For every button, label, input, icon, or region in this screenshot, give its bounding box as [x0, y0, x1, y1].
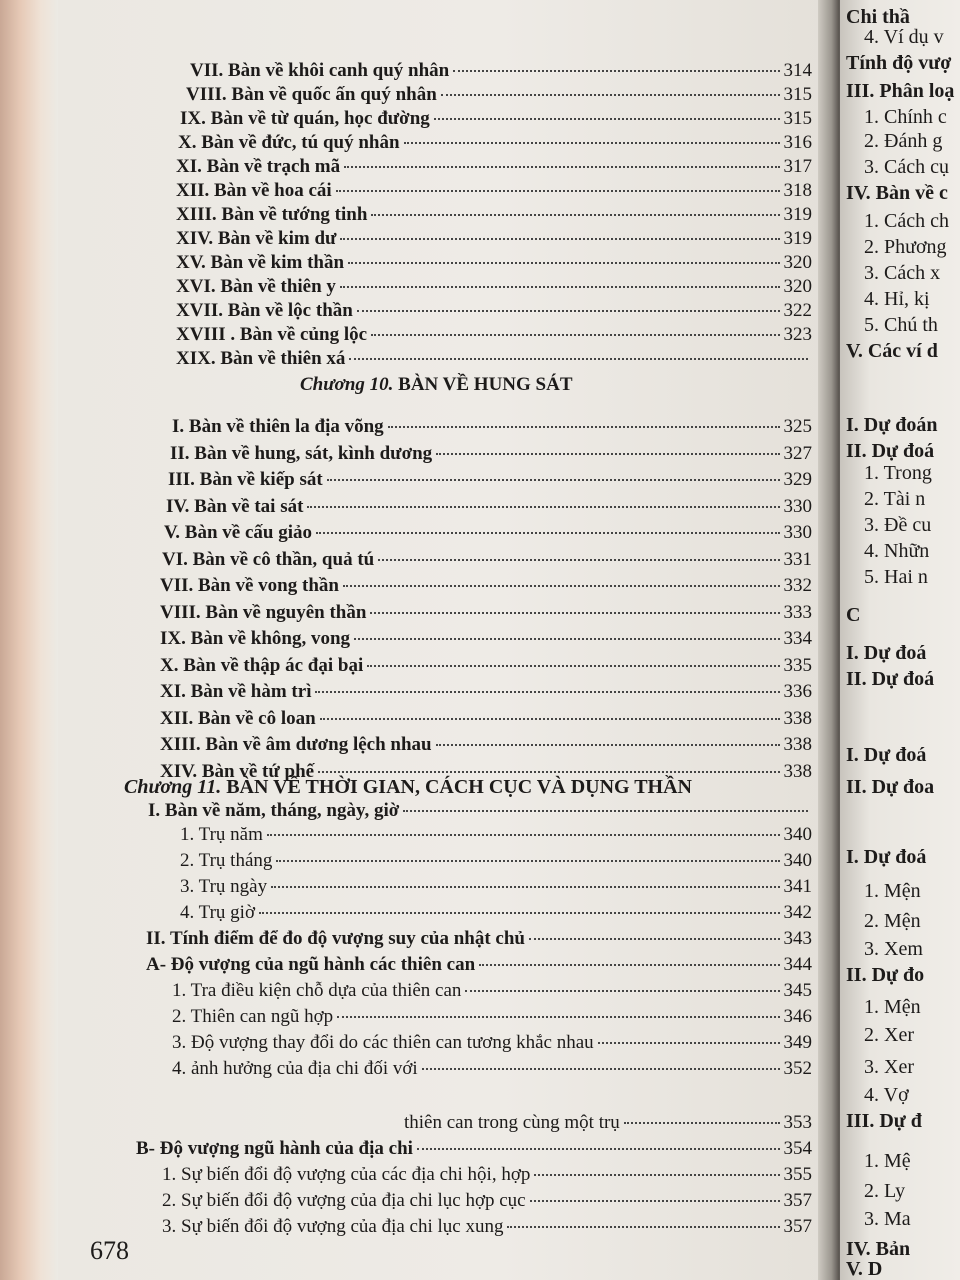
right-page-line: 1. Chính c — [864, 106, 947, 128]
toc-entry-label: 4. ảnh hưởng của địa chi đối với — [172, 1058, 418, 1079]
toc-entry-page: 332 — [783, 575, 812, 596]
toc-entry-label: III. Bàn về kiếp sát — [168, 469, 323, 490]
dot-leader — [534, 1174, 779, 1176]
right-page-line: I. Dự đoá — [846, 744, 927, 766]
dot-leader — [529, 938, 780, 940]
right-page-line: 2. Đánh g — [864, 130, 943, 152]
toc-entry-label: 3. Trụ ngày — [180, 876, 268, 897]
toc-entry-label: XIII. Bàn về âm dương lệch nhau — [160, 734, 432, 755]
toc-entry-ch9-11 — [176, 324, 812, 346]
toc-entry-ch11-s1 — [148, 800, 812, 822]
right-page-line: I. Dự đoá — [846, 642, 927, 664]
toc-entry-page: 315 — [783, 84, 812, 105]
right-page-line: III. Dự đ — [846, 1110, 922, 1132]
dot-leader — [404, 142, 780, 144]
right-page-line: 3. Cách x — [864, 262, 941, 284]
dot-leader — [371, 334, 779, 336]
dot-leader — [318, 771, 779, 773]
toc-entry-ch9-10 — [176, 300, 812, 322]
dot-leader — [349, 358, 808, 360]
dot-leader — [370, 612, 779, 614]
toc-entry-page: 333 — [783, 601, 812, 623]
toc-entry-label: 4. Trụ giờ — [180, 902, 255, 923]
right-page-line: 4. Vợ — [864, 1084, 909, 1106]
toc-entry-label: VIII. Bàn về nguyên thần — [160, 601, 367, 623]
toc-entry-ch10-4 — [164, 522, 812, 544]
right-page-line: V. Các ví d — [846, 340, 938, 362]
toc-entry-page: 320 — [783, 276, 812, 297]
toc-entry-page: 314 — [783, 60, 812, 81]
toc-entry-page: 323 — [783, 324, 812, 345]
toc-entry-ch9-0 — [190, 60, 812, 82]
right-page-line: 3. Ma — [864, 1208, 911, 1230]
toc-entry-label: I. Bàn về thiên la địa võng — [172, 416, 384, 437]
right-page-line: III. Phân loạ — [846, 80, 955, 102]
page-number: 678 — [90, 1236, 129, 1265]
right-page — [840, 0, 960, 1280]
toc-entry-label: VIII. Bàn về quốc ấn quý nhân — [186, 84, 437, 105]
toc-entry-ch11-sa — [146, 954, 812, 976]
right-page-line: IV. Bàn về c — [846, 182, 948, 204]
toc-entry-ch9-3 — [178, 132, 812, 154]
dot-leader — [422, 1068, 780, 1070]
chapter-11-prefix: Chương 11. — [124, 776, 222, 798]
dot-leader — [307, 506, 779, 508]
dot-leader — [337, 1016, 779, 1018]
dot-leader — [465, 990, 779, 992]
toc-entry-label: V. Bàn về cấu giảo — [164, 522, 312, 543]
toc-entry-page: 338 — [783, 760, 812, 782]
toc-entry-label: 1. Sự biến đổi độ vượng của các địa chi hội, hợp — [162, 1164, 531, 1185]
toc-entry-label: IV. Bàn về tai sát — [166, 495, 304, 517]
toc-entry-page: 338 — [783, 707, 812, 729]
chapter-10-title: BÀN VỀ HUNG SÁT — [398, 374, 573, 395]
toc-entry-ch11-sa-1 — [172, 1006, 812, 1028]
toc-entry-label: XI. Bàn về trạch mã — [176, 156, 341, 177]
toc-entry-label: 2. Thiên can ngũ hợp — [172, 1006, 334, 1027]
toc-entry-ch10-2 — [168, 469, 812, 491]
toc-entry-ch10-8 — [160, 628, 812, 650]
toc-entry-label: XII. Bàn về cô loan — [160, 707, 316, 729]
right-page-line: 3. Xem — [864, 938, 923, 960]
toc-entry-page: 340 — [783, 850, 812, 871]
toc-entry-label: 1. Trụ năm — [180, 824, 263, 845]
dot-leader — [327, 479, 780, 481]
dot-leader — [388, 426, 780, 428]
right-page-line: I. Dự đoán — [846, 414, 938, 436]
toc-entry-label: II. Bàn về hung, sát, kình dương — [170, 442, 433, 464]
toc-entry-page: 330 — [783, 495, 812, 517]
dot-leader — [340, 238, 779, 240]
right-page-line: 4. Hỉ, kị — [864, 288, 930, 310]
right-page-line: C — [846, 604, 861, 626]
toc-entry-page: 325 — [783, 416, 812, 437]
toc-entry-page: 342 — [783, 902, 812, 923]
dot-leader — [371, 214, 779, 216]
toc-entry-ch9-2 — [180, 108, 812, 130]
dot-leader — [315, 691, 779, 693]
dot-leader — [267, 834, 780, 836]
toc-entry-label: VII. Bàn về khôi canh quý nhân — [190, 60, 450, 81]
toc-entry-ch11-s2 — [146, 928, 812, 950]
right-page-line: 1. Trong — [864, 462, 932, 484]
toc-entry-ch9-12 — [176, 348, 812, 370]
toc-entry-label: B- Độ vượng ngũ hành của địa chi — [136, 1138, 413, 1159]
dot-leader — [344, 166, 779, 168]
toc-entry-ch10-5 — [162, 549, 812, 571]
dot-leader — [436, 453, 779, 455]
toc-entry-page: 355 — [783, 1164, 812, 1185]
toc-entry-ch11-sb — [136, 1138, 812, 1160]
toc-entry-ch10-10 — [160, 681, 812, 703]
toc-entry-label: 3. Sự biến đổi độ vượng của địa chi lục xung — [162, 1216, 504, 1237]
dot-leader — [434, 118, 780, 120]
right-page-line: Chi thầ — [846, 6, 910, 28]
dot-leader — [598, 1042, 780, 1044]
toc-entry-label: II. Tính điểm để đo độ vượng suy của nhật chủ — [146, 928, 525, 949]
toc-entry-ch10-0 — [172, 416, 812, 438]
dot-leader — [453, 70, 779, 72]
right-page-line: 4. Ví dụ v — [864, 26, 944, 48]
dot-leader — [354, 638, 779, 640]
right-page-line: I. Dự đoá — [846, 846, 927, 868]
dot-leader — [403, 810, 808, 812]
toc-entry-page: 343 — [783, 928, 812, 949]
right-page-line: 3. Cách cụ — [864, 156, 949, 178]
dot-leader — [357, 310, 780, 312]
dot-leader — [441, 94, 780, 96]
toc-entry-page: 346 — [783, 1006, 812, 1027]
toc-entry-label: IX. Bàn về không, vong — [160, 628, 351, 649]
toc-entry-ch9-4 — [176, 156, 812, 178]
chapter-10-heading — [300, 374, 573, 396]
toc-entry-ch10-13 — [160, 761, 812, 783]
chapter-10-prefix: Chương 10. — [300, 374, 394, 395]
right-page-line: 4. Nhữn — [864, 540, 930, 562]
toc-entry-label: XIV. Bàn về kim dư — [176, 228, 337, 249]
right-page-line: II. Dự đo — [846, 964, 925, 986]
toc-entry-label: 2. Sự biến đổi độ vượng của địa chi lục hợp cục — [162, 1190, 526, 1211]
right-page-line: 2. Ly — [864, 1180, 906, 1202]
toc-entry-ch9-5 — [176, 180, 812, 202]
dot-leader — [348, 262, 779, 264]
toc-entry-ch11-sb-0 — [162, 1164, 812, 1186]
toc-entry-label: XI. Bàn về hàm trì — [160, 681, 312, 702]
toc-entry-page: 319 — [783, 204, 812, 225]
toc-entry-label: 1. Tra điều kiện chỗ dựa của thiên can — [172, 980, 462, 1001]
toc-entry-ch11-s1-1 — [180, 850, 812, 872]
toc-entry-label: I. Bàn về năm, tháng, ngày, giờ — [148, 800, 400, 821]
dot-leader — [378, 559, 779, 561]
toc-entry-ch10-1 — [170, 443, 812, 465]
toc-entry-page: 353 — [783, 1112, 812, 1133]
dot-leader — [343, 585, 780, 587]
toc-entry-ch9-7 — [176, 228, 812, 250]
dot-leader — [336, 190, 780, 192]
toc-entry-page: 317 — [783, 156, 812, 177]
dot-leader — [271, 886, 779, 888]
toc-entry-label: XII. Bàn về hoa cái — [176, 180, 332, 201]
toc-entry-ch9-1 — [186, 84, 812, 106]
toc-entry-label: X. Bàn về thập ác đại bại — [160, 654, 364, 676]
right-page-line: II. Dự đoá — [846, 440, 935, 462]
toc-entry-label: 3. Độ vượng thay đổi do các thiên can tương khắc nhau — [172, 1032, 594, 1053]
right-page-line: 1. Mện — [864, 880, 921, 902]
chapter-11-title: BÀN VỀ THỜI GIAN, CÁCH CỤC VÀ DỤNG THẦN — [226, 776, 693, 798]
toc-entry-label: IX. Bàn về từ quán, học đường — [180, 108, 430, 129]
toc-entry-label: thiên can trong cùng một trụ — [404, 1112, 620, 1133]
toc-entry-page: 336 — [783, 681, 812, 702]
toc-entry-ch9-9 — [176, 276, 812, 298]
toc-entry-page: 340 — [783, 824, 812, 845]
right-page-line: 5. Chú th — [864, 314, 938, 336]
toc-entry-ch11-sb-1 — [162, 1190, 812, 1212]
dot-leader — [530, 1200, 780, 1202]
toc-entry-page: 318 — [783, 180, 812, 201]
toc-entry-ch11-sa-0 — [172, 980, 812, 1002]
dot-leader — [340, 286, 780, 288]
dot-leader — [367, 665, 779, 667]
toc-entry-label: XVIII . Bàn về củng lộc — [176, 324, 368, 345]
toc-entry-page: 316 — [783, 132, 812, 153]
dot-leader — [417, 1148, 780, 1150]
toc-entry-page: 322 — [783, 300, 812, 321]
right-page-line: 1. Cách ch — [864, 210, 949, 232]
toc-entry-ch10-6 — [160, 575, 812, 597]
dot-leader — [624, 1122, 780, 1124]
toc-entry-page: 319 — [783, 228, 812, 249]
toc-entry-label: XIII. Bàn về tướng tinh — [176, 204, 368, 225]
right-page-line: 1. Mện — [864, 996, 921, 1018]
dot-leader — [479, 964, 779, 966]
toc-entry-ch9-8 — [176, 252, 812, 274]
right-page-line: IV. Bản — [846, 1238, 911, 1260]
toc-entry-ch10-9 — [160, 655, 812, 677]
toc-entry-ch11-s1-2 — [180, 876, 812, 898]
toc-entry-page: 330 — [783, 522, 812, 543]
toc-entry-ch11-sa-cont — [404, 1112, 812, 1134]
right-page-line: 3. Đề cu — [864, 514, 932, 536]
right-page-line: 5. Hai n — [864, 566, 928, 588]
toc-entry-ch10-3 — [166, 496, 812, 518]
toc-entry-page: 334 — [783, 628, 812, 649]
right-page-line: Tính độ vượ — [846, 52, 952, 74]
toc-entry-page: 344 — [783, 954, 812, 975]
right-page-line: 3. Xer — [864, 1056, 914, 1078]
toc-entry-label: XV. Bàn về kim thần — [176, 252, 345, 273]
toc-entry-page: 354 — [783, 1138, 812, 1159]
dot-leader — [276, 860, 779, 862]
toc-entry-page: 345 — [783, 980, 812, 1001]
toc-entry-page: 352 — [783, 1058, 812, 1079]
toc-entry-ch11-sa-3 — [172, 1058, 812, 1080]
toc-entry-page: 327 — [783, 442, 812, 464]
toc-entry-label: XIV. Bàn về tứ phế — [160, 760, 315, 782]
toc-entry-label: XVII. Bàn về lộc thần — [176, 300, 353, 321]
toc-entry-label: A- Độ vượng của ngũ hành các thiên can — [146, 954, 476, 975]
toc-entry-page: 331 — [783, 548, 812, 570]
toc-entry-ch11-s1-3 — [180, 902, 812, 924]
toc-entry-ch10-12 — [160, 734, 812, 756]
toc-entry-ch10-7 — [160, 602, 812, 624]
right-page-line: II. Dự đoa — [846, 776, 935, 798]
right-page-line: V. D — [846, 1258, 883, 1280]
dot-leader — [316, 532, 780, 534]
toc-entry-page: 349 — [783, 1032, 812, 1053]
toc-entry-label: XIX. Bàn về thiên xá — [176, 348, 346, 369]
right-page-line: 2. Tài n — [864, 488, 926, 510]
toc-entry-page: 357 — [783, 1216, 812, 1237]
toc-entry-page: 338 — [783, 734, 812, 755]
right-page-line: 1. Mệ — [864, 1150, 911, 1172]
toc-entry-page: 335 — [783, 654, 812, 676]
toc-entry-label: 2. Trụ tháng — [180, 850, 273, 871]
toc-entry-ch11-sb-2 — [162, 1216, 812, 1238]
right-page-line: II. Dự đoá — [846, 668, 935, 690]
toc-entry-page: 329 — [783, 469, 812, 490]
right-page-line: 2. Xer — [864, 1024, 914, 1046]
right-page-line: 2. Phương — [864, 236, 947, 258]
dot-leader — [507, 1226, 779, 1228]
toc-entry-label: VI. Bàn về cô thần, quả tú — [162, 548, 375, 570]
toc-entry-label: XVI. Bàn về thiên y — [176, 276, 336, 297]
toc-entry-label: X. Bàn về đức, tú quý nhân — [178, 132, 400, 153]
right-page-line: 2. Mện — [864, 910, 921, 932]
toc-entry-ch9-6 — [176, 204, 812, 226]
toc-entry-page: 341 — [783, 876, 812, 897]
dot-leader — [259, 912, 780, 914]
toc-entry-page: 357 — [783, 1190, 812, 1211]
toc-entry-ch11-sa-2 — [172, 1032, 812, 1054]
toc-entry-label: VII. Bàn về vong thần — [160, 575, 339, 596]
toc-entry-ch10-11 — [160, 708, 812, 730]
toc-entry-page: 320 — [783, 252, 812, 273]
dot-leader — [436, 744, 780, 746]
dot-leader — [320, 718, 780, 720]
toc-entry-page: 315 — [783, 108, 812, 129]
toc-entry-ch11-s1-0 — [180, 824, 812, 846]
